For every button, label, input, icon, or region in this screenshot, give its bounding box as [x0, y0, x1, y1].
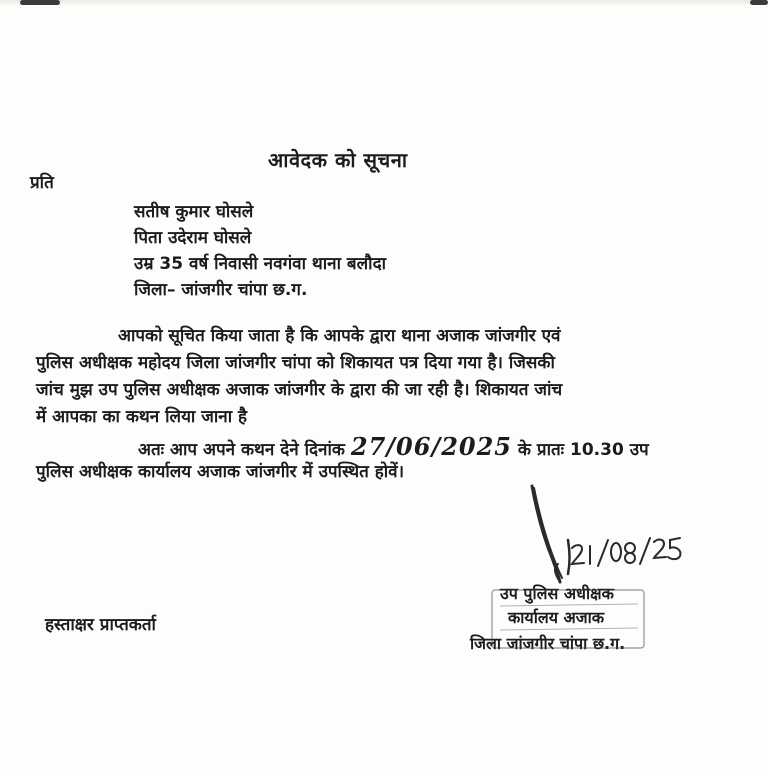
addressee-father: पिता उदेराम घोसले — [134, 228, 252, 248]
body-line: पुलिस अधीक्षक कार्यालय अजाक जांजगीर में उपस्थित होवें। — [36, 462, 405, 482]
scan-mark — [20, 0, 60, 5]
body-line: आपको सूचित किया जाता है कि आपके द्वारा थाना अजाक जांजगीर एवं — [118, 326, 561, 346]
body-line-date — [138, 432, 649, 461]
scan-mark — [750, 0, 768, 5]
body-line: पुलिस अधीक्षक महोदय जिला जांजगीर चांपा को शिकायत पत्र दिया गया है। जिसकी — [36, 353, 555, 373]
body-text: के प्रातः 10.30 उप — [512, 440, 649, 460]
body-line: जांच मुझ उप पुलिस अधीक्षक अजाक जांजगीर के द्वारा की जा रही है। शिकायत जांच — [36, 380, 563, 400]
scan-top-edge — [0, 0, 768, 6]
receiver-signature-label: हस्ताक्षर प्राप्तकर्ता — [45, 615, 156, 635]
officer-stamp — [470, 580, 700, 660]
stamp-office: कार्यालय अजाक — [508, 608, 605, 627]
body-text: अतः आप अपने कथन देने दिनांक — [138, 440, 351, 460]
body-line: में आपका का कथन लिया जाना है — [36, 407, 248, 427]
handwritten-date: 27/06/2025 — [350, 432, 512, 461]
prati-label: प्रति — [30, 173, 54, 193]
addressee-age-residence: उम्र 35 वर्ष निवासी नवगंवा थाना बलौदा — [134, 254, 386, 274]
addressee-district: जिला– जांजगीर चांपा छ.ग. — [134, 280, 308, 300]
stamp-designation: उप पुलिस अधीक्षक — [500, 584, 614, 603]
addressee-name: सतीष कुमार घोसले — [134, 202, 254, 222]
stamp-district: जिला जांजगीर चांपा छ.ग. — [470, 634, 626, 653]
document-title: आवेदक को सूचना — [268, 148, 408, 172]
